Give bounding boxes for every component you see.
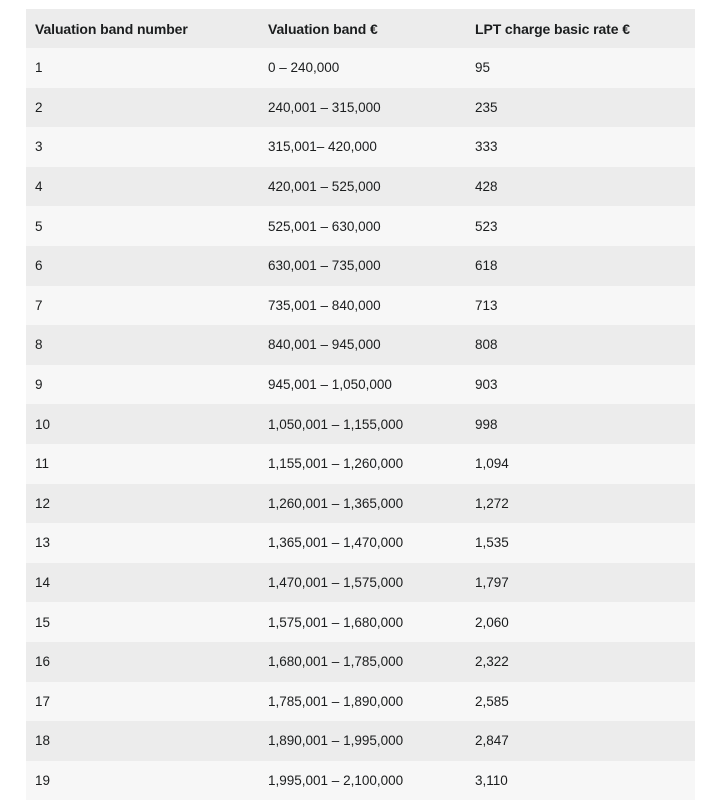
valuation-band-cell: 945,001 – 1,050,000 — [268, 377, 392, 393]
band-number-cell: 12 — [35, 495, 51, 511]
table-header — [26, 9, 695, 48]
basic-rate-cell: 808 — [475, 337, 498, 353]
band-number-cell: 13 — [35, 535, 51, 551]
basic-rate-cell: 903 — [475, 377, 498, 393]
valuation-band-cell: 840,001 – 945,000 — [268, 337, 381, 353]
valuation-band-cell: 0 – 240,000 — [268, 60, 340, 76]
header-row — [26, 9, 695, 48]
table-row — [26, 682, 695, 722]
table-row — [26, 563, 695, 603]
band-number-cell: 1 — [35, 60, 43, 76]
table-row — [26, 523, 695, 563]
basic-rate-cell: 2,585 — [475, 693, 509, 709]
band-number-cell: 2 — [35, 99, 43, 115]
valuation-band-cell: 735,001 – 840,000 — [268, 297, 381, 313]
valuation-band-cell: 1,260,001 – 1,365,000 — [268, 495, 404, 511]
valuation-band-cell: 1,365,001 – 1,470,000 — [268, 535, 404, 551]
basic-rate-cell: 1,272 — [475, 495, 509, 511]
table-row — [26, 761, 695, 800]
valuation-band-cell: 1,155,001 – 1,260,000 — [268, 456, 404, 472]
table-body — [26, 48, 695, 800]
band-number-cell: 7 — [35, 297, 43, 313]
valuation-band-cell: 630,001 – 735,000 — [268, 258, 381, 274]
valuation-band-cell: 1,785,001 – 1,890,000 — [268, 693, 404, 709]
valuation-band-cell: 1,050,001 – 1,155,000 — [268, 416, 404, 432]
band-number-cell: 15 — [35, 614, 51, 630]
valuation-band-cell: 1,680,001 – 1,785,000 — [268, 654, 404, 670]
basic-rate-cell: 333 — [475, 139, 498, 155]
basic-rate-cell: 235 — [475, 99, 498, 115]
band-number-cell: 4 — [35, 179, 43, 195]
table-row — [26, 404, 695, 444]
table-row — [26, 365, 695, 405]
lpt-table-container — [26, 9, 695, 800]
header-valuation-band: Valuation band € — [268, 20, 378, 37]
band-number-cell: 3 — [35, 139, 43, 155]
table-row — [26, 127, 695, 167]
basic-rate-cell: 523 — [475, 218, 498, 234]
band-number-cell: 5 — [35, 218, 43, 234]
band-number-cell: 10 — [35, 416, 51, 432]
valuation-band-cell: 1,995,001 – 2,100,000 — [268, 772, 404, 788]
valuation-band-cell: 315,001– 420,000 — [268, 139, 377, 155]
table-row — [26, 325, 695, 365]
header-valuation-band-number: Valuation band number — [35, 20, 188, 37]
basic-rate-cell: 3,110 — [475, 772, 508, 788]
lpt-valuation-table — [26, 9, 695, 800]
band-number-cell: 9 — [35, 377, 43, 393]
basic-rate-cell: 2,060 — [475, 614, 509, 630]
table-row — [26, 88, 695, 128]
basic-rate-cell: 95 — [475, 60, 491, 76]
table-row — [26, 167, 695, 207]
basic-rate-cell: 713 — [475, 297, 498, 313]
band-number-cell: 11 — [35, 456, 50, 472]
band-number-cell: 18 — [35, 733, 51, 749]
table-row — [26, 721, 695, 761]
band-number-cell: 19 — [35, 772, 51, 788]
table-row — [26, 286, 695, 326]
band-number-cell: 14 — [35, 575, 51, 591]
basic-rate-cell: 998 — [475, 416, 498, 432]
basic-rate-cell: 428 — [475, 179, 498, 195]
valuation-band-cell: 240,001 – 315,000 — [268, 99, 381, 115]
valuation-band-cell: 1,575,001 – 1,680,000 — [268, 614, 404, 630]
band-number-cell: 6 — [35, 258, 43, 274]
table-row — [26, 642, 695, 682]
basic-rate-cell: 618 — [475, 258, 498, 274]
basic-rate-cell: 2,322 — [475, 654, 509, 670]
basic-rate-cell: 1,797 — [475, 575, 509, 591]
basic-rate-cell: 2,847 — [475, 733, 509, 749]
valuation-band-cell: 420,001 – 525,000 — [268, 179, 381, 195]
band-number-cell: 17 — [35, 693, 51, 709]
table-row — [26, 484, 695, 524]
header-lpt-charge-basic-rate: LPT charge basic rate € — [475, 20, 630, 37]
table-row — [26, 246, 695, 286]
valuation-band-cell: 525,001 – 630,000 — [268, 218, 381, 234]
valuation-band-cell: 1,470,001 – 1,575,000 — [268, 575, 404, 591]
basic-rate-cell: 1,535 — [475, 535, 509, 551]
valuation-band-cell: 1,890,001 – 1,995,000 — [268, 733, 404, 749]
table-row — [26, 206, 695, 246]
table-row — [26, 48, 695, 88]
table-row — [26, 444, 695, 484]
band-number-cell: 16 — [35, 654, 51, 670]
band-number-cell: 8 — [35, 337, 43, 353]
table-row — [26, 602, 695, 642]
basic-rate-cell: 1,094 — [475, 456, 509, 472]
